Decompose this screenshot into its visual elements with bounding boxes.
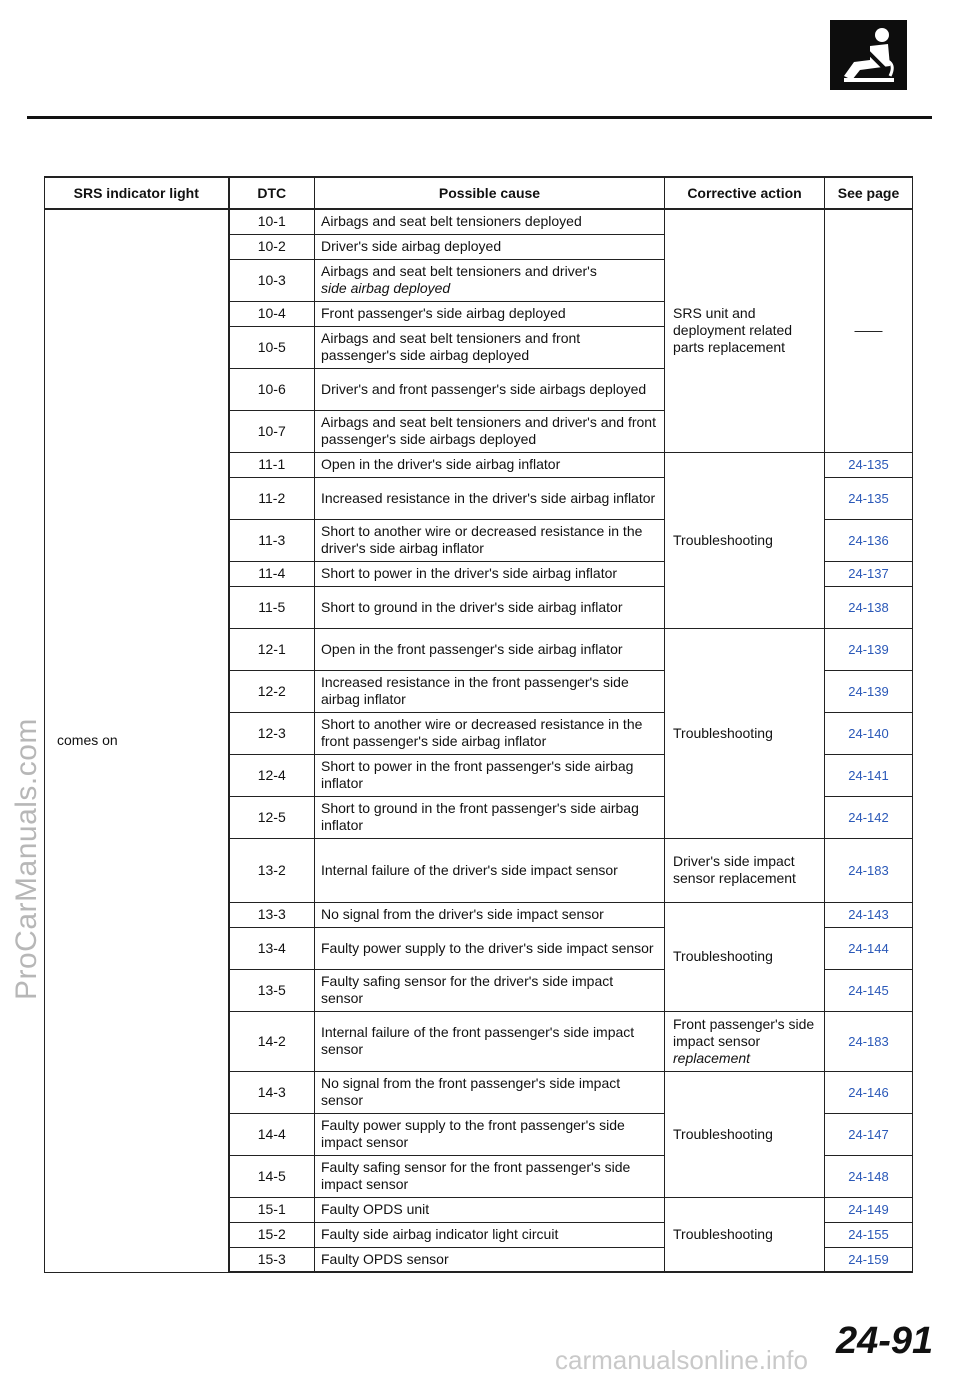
- see-page-link[interactable]: 24-155: [825, 1222, 913, 1247]
- dtc-code: 12-1: [229, 628, 315, 670]
- dtc-code: 10-3: [229, 259, 315, 301]
- action-text: Front passenger's side impact sensor: [673, 1015, 815, 1049]
- possible-cause: Short to another wire or decreased resistance in the driver's side airbag inflator: [315, 519, 665, 561]
- possible-cause: Driver's side airbag deployed: [315, 234, 665, 259]
- dtc-code: 10-1: [229, 209, 315, 234]
- possible-cause: Short to power in the front passenger's side airbag inflator: [315, 754, 665, 796]
- dtc-code: 11-3: [229, 519, 315, 561]
- see-page-link[interactable]: 24-146: [825, 1071, 913, 1113]
- possible-cause: No signal from the driver's side impact sensor: [315, 902, 665, 927]
- dtc-code: 13-2: [229, 838, 315, 902]
- see-page-link[interactable]: 24-149: [825, 1197, 913, 1222]
- possible-cause: Faulty safing sensor for the driver's side impact sensor: [315, 969, 665, 1011]
- dtc-code: 12-4: [229, 754, 315, 796]
- header-dtc: DTC: [229, 177, 315, 209]
- see-page-link[interactable]: 24-183: [825, 1011, 913, 1071]
- seatbelt-airbag-icon: [830, 20, 907, 90]
- dtc-code: 14-3: [229, 1071, 315, 1113]
- cause-text: Airbags and seat belt tensioners and driver's: [321, 263, 597, 279]
- possible-cause: Open in the front passenger's side airbag inflator: [315, 628, 665, 670]
- dtc-code: 11-5: [229, 586, 315, 628]
- dtc-code: 10-6: [229, 368, 315, 410]
- possible-cause: Internal failure of the driver's side impact sensor: [315, 838, 665, 902]
- dtc-code: 11-4: [229, 561, 315, 586]
- possible-cause: Faulty power supply to the driver's side impact sensor: [315, 927, 665, 969]
- possible-cause: Short to ground in the driver's side airbag inflator: [315, 586, 665, 628]
- page-number: 24-91: [836, 1320, 934, 1362]
- possible-cause: Faulty side airbag indicator light circuit: [315, 1222, 665, 1247]
- dtc-code: 15-1: [229, 1197, 315, 1222]
- side-watermark: ProCarManuals.com: [10, 718, 43, 1000]
- dtc-code: 14-5: [229, 1155, 315, 1197]
- corrective-action: Driver's side impact sensor replacement: [665, 838, 825, 902]
- see-page-link[interactable]: 24-139: [825, 670, 913, 712]
- possible-cause: Airbags and seat belt tensioners deployed: [315, 209, 665, 234]
- see-page-link[interactable]: 24-138: [825, 586, 913, 628]
- possible-cause: [315, 259, 665, 301]
- see-page-link[interactable]: 24-143: [825, 902, 913, 927]
- possible-cause: No signal from the front passenger's side impact sensor: [315, 1071, 665, 1113]
- dtc-code: 10-7: [229, 410, 315, 452]
- see-page-link[interactable]: 24-135: [825, 477, 913, 519]
- possible-cause: Faulty safing sensor for the front passenger's side impact sensor: [315, 1155, 665, 1197]
- see-page-link[interactable]: 24-145: [825, 969, 913, 1011]
- see-page-link[interactable]: 24-148: [825, 1155, 913, 1197]
- dtc-code: 12-5: [229, 796, 315, 838]
- possible-cause: Faulty power supply to the front passenger's side impact sensor: [315, 1113, 665, 1155]
- corrective-action: Troubleshooting: [665, 452, 825, 628]
- dtc-code: 15-3: [229, 1247, 315, 1272]
- indicator-cell: comes on: [45, 209, 229, 1272]
- corrective-action: Troubleshooting: [665, 1197, 825, 1272]
- see-page-link[interactable]: 24-159: [825, 1247, 913, 1272]
- see-page-link[interactable]: 24-139: [825, 628, 913, 670]
- see-page-dash: ——: [825, 209, 913, 452]
- header-action: Corrective action: [665, 177, 825, 209]
- see-page-link[interactable]: 24-142: [825, 796, 913, 838]
- see-page-link[interactable]: 24-141: [825, 754, 913, 796]
- footer-watermark: carmanualsonline.info: [555, 1345, 808, 1375]
- dtc-code: 11-2: [229, 477, 315, 519]
- see-page-link[interactable]: 24-183: [825, 838, 913, 902]
- possible-cause: Increased resistance in the front passenger's side airbag inflator: [315, 670, 665, 712]
- see-page-link[interactable]: 24-140: [825, 712, 913, 754]
- possible-cause: Internal failure of the front passenger's side impact sensor: [315, 1011, 665, 1071]
- see-page-link[interactable]: 24-144: [825, 927, 913, 969]
- possible-cause: Open in the driver's side airbag inflator: [315, 452, 665, 477]
- see-page-link[interactable]: 24-137: [825, 561, 913, 586]
- see-page-link[interactable]: 24-147: [825, 1113, 913, 1155]
- dtc-code: 10-4: [229, 301, 315, 326]
- srs-dtc-table: [44, 176, 913, 1273]
- possible-cause: Short to another wire or decreased resistance in the front passenger's side airbag inflator: [315, 712, 665, 754]
- possible-cause: Airbags and seat belt tensioners and driver's and front passenger's side airbags deployed: [315, 410, 665, 452]
- dtc-code: 10-2: [229, 234, 315, 259]
- dtc-code: 13-4: [229, 927, 315, 969]
- possible-cause: Faulty OPDS unit: [315, 1197, 665, 1222]
- dtc-code: 13-5: [229, 969, 315, 1011]
- header-cause: Possible cause: [315, 177, 665, 209]
- dtc-code: 11-1: [229, 452, 315, 477]
- possible-cause: Increased resistance in the driver's side airbag inflator: [315, 477, 665, 519]
- possible-cause: Faulty OPDS sensor: [315, 1247, 665, 1272]
- dtc-code: 10-5: [229, 326, 315, 368]
- dtc-code: 12-2: [229, 670, 315, 712]
- dtc-code: 12-3: [229, 712, 315, 754]
- possible-cause: Short to ground in the front passenger's side airbag inflator: [315, 796, 665, 838]
- dtc-code: 14-4: [229, 1113, 315, 1155]
- corrective-action: [665, 1011, 825, 1071]
- possible-cause: Airbags and seat belt tensioners and front passenger's side airbag deployed: [315, 326, 665, 368]
- corrective-action: Troubleshooting: [665, 902, 825, 1011]
- cause-text-italic: side airbag deployed: [321, 280, 451, 296]
- see-page-link[interactable]: 24-135: [825, 452, 913, 477]
- possible-cause: Short to power in the driver's side airbag inflator: [315, 561, 665, 586]
- see-page-link[interactable]: 24-136: [825, 519, 913, 561]
- possible-cause: Front passenger's side airbag deployed: [315, 301, 665, 326]
- dtc-code: 13-3: [229, 902, 315, 927]
- table-header-row: [45, 177, 913, 209]
- header-indicator: SRS indicator light: [45, 177, 229, 209]
- table-row: [45, 209, 913, 234]
- top-rule: [27, 116, 932, 119]
- header-page: See page: [825, 177, 913, 209]
- corrective-action: Troubleshooting: [665, 628, 825, 838]
- dtc-code: 15-2: [229, 1222, 315, 1247]
- corrective-action: SRS unit and deployment related parts replacement: [665, 209, 825, 452]
- possible-cause: Driver's and front passenger's side airbags deployed: [315, 368, 665, 410]
- dtc-code: 14-2: [229, 1011, 315, 1071]
- corrective-action: Troubleshooting: [665, 1071, 825, 1197]
- action-text-italic: replacement: [673, 1049, 751, 1066]
